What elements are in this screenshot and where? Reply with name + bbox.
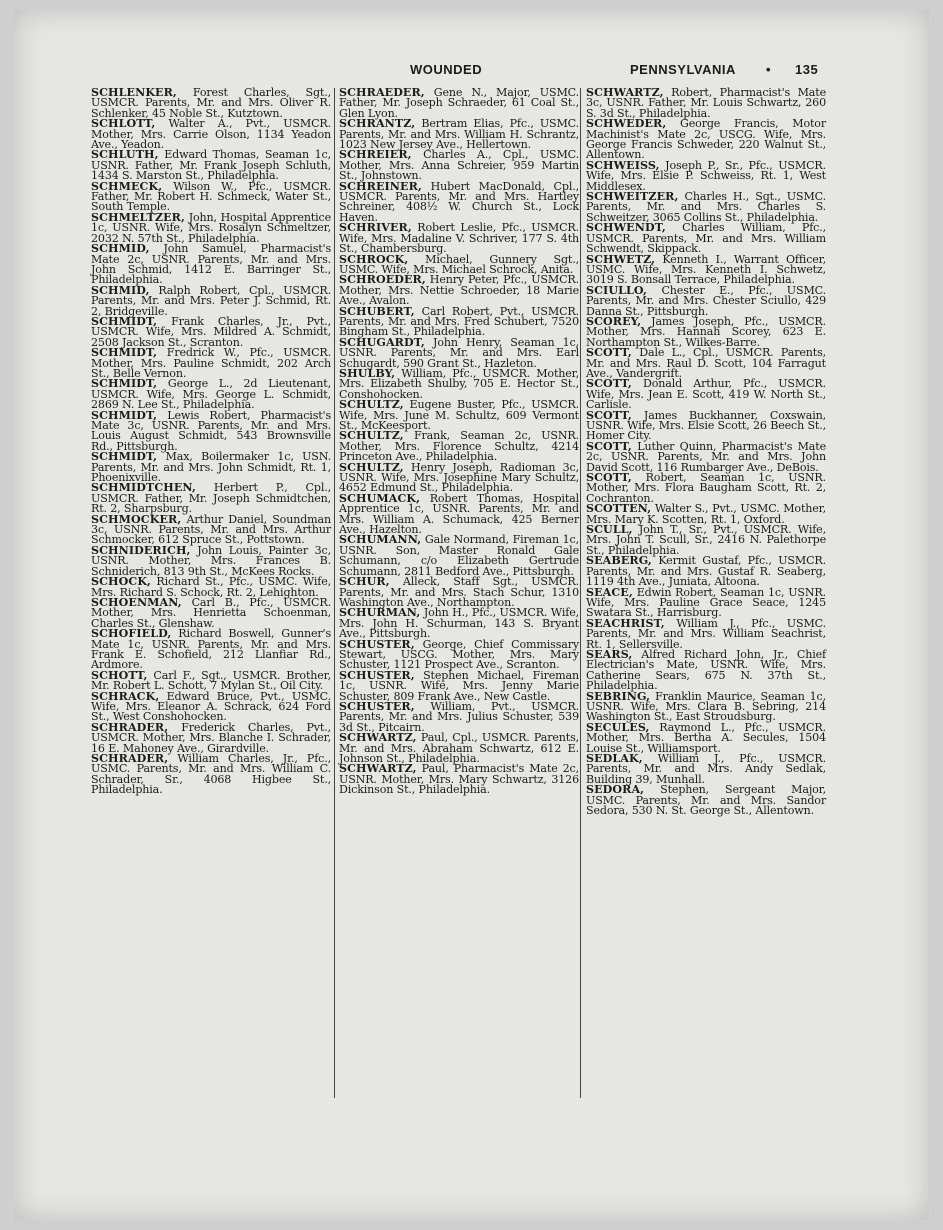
casualty-entry — [91, 348, 331, 379]
entry-details: Fredrick W., Pfc., USMCR. Mother, Mrs. Pauline Schmidt, 202 Arch St., Belle Vernon. — [91, 346, 331, 380]
entry-surname: SCHRANTZ, — [339, 117, 416, 131]
casualty-entry — [586, 647, 826, 693]
entry-details: George L., 2d Lieutenant, USMCR. Wife, Mrs. George L. Schmidt, 2869 N. Lee St., Philadelphia. — [91, 377, 331, 412]
entry-surname: SCHWEDER, — [586, 117, 667, 131]
entry-details: Herbert P., Cpl., USMCR. Father, Mr. Joseph Schmidtchen, Rt. 2, Sharpsburg. — [91, 481, 331, 516]
casualty-entry — [339, 119, 579, 150]
casualty-entry — [339, 252, 579, 276]
casualty-entry — [586, 616, 826, 651]
entry-details: Paul, Cpl., USMCR. Parents, Mr. and Mrs. Abraham Schwartz, 612 E. Johnson St., Philadelphia. — [339, 731, 579, 765]
entry-details: Frank Charles, Jr., Pvt., USMCR. Wife, Mrs. Mildred A. Schmidt, 2508 Jackson St., Scranton. — [91, 314, 331, 349]
casualty-entry — [586, 379, 826, 410]
entry-surname: SHULBY, — [339, 366, 396, 380]
casualty-entry — [586, 720, 826, 755]
entry-details: Richard Boswell, Gunner's Mate 1c, USNR. Parents, Mr. and Mrs. Frank E. Schofield, 212 Llanfiar Rd., Ardmore. — [91, 627, 331, 672]
entry-details: Stephen, Sergeant Major, USMC. Parents, Mr. and Mrs. Sandor Sedora, 530 N. St. George St., Allentown. — [586, 783, 826, 818]
entry-details: Kermit Gustaf, Pfc., USMCR. Parents, Mr. and Mrs. Gustaf R. Seaberg, 1119 4th Ave., Juniata, Altoona. — [586, 554, 826, 589]
entry-details: Stephen Michael, Fireman 1c, USNR. Wife, Mrs. Jenny Marie Schuster, 809 Frank Ave., New Castle. — [339, 668, 579, 703]
casualty-entry — [91, 754, 331, 796]
column-divider — [580, 88, 581, 1098]
entry-details: William J., Pfc., USMCR. Parents, Mr. and Mrs. Andy Sedlak, Building 39, Munhall. — [586, 752, 826, 786]
entry-details: Frederick Charles, Pvt., USMCR. Mother, Mrs. Blanche I. Schrader, 16 E. Mahoney Ave., Girardville. — [91, 720, 331, 755]
entry-details: John Henry, Seaman 1c, USNR. Parents, Mr. and Mrs. Earl Schugardt, 590 Grant St., Hazleton. — [339, 335, 579, 370]
entry-details: Franklin Maurice, Seaman 1c, USNR. Wife, Mrs. Clara B. Sebring, 214 Washington St., East Stroudsburg. — [586, 689, 826, 724]
casualty-entry — [586, 192, 826, 223]
casualty-entry — [586, 585, 826, 620]
entry-details: Dale L., Cpl., USMCR. Parents, Mr. and Mrs. Raul D. Scott, 104 Farragut Ave., Vandergrift. — [586, 346, 826, 380]
casualty-entry — [339, 335, 579, 370]
entry-details: Michael, Gunnery Sgt., USMC. Wife, Mrs. Michael Schrock, Anita. — [339, 252, 579, 276]
entry-surname: SCIULLO, — [586, 283, 647, 297]
entry-surname: SEARS, — [586, 647, 633, 661]
entry-details: Hubert MacDonald, Cpl., USMCR. Parents, Mr. and Mrs. Hartley Schreiner, 408½ W. Church St., Lock Haven. — [339, 179, 579, 224]
entry-surname: SCHROEDER, — [339, 273, 426, 287]
entry-details: Arthur Daniel, Soundman 3c, USNR. Parents, Mr. and Mrs. Arthur Schmocker, 612 Spruce St., Pottstown. — [91, 512, 331, 547]
casualty-entry — [91, 379, 331, 410]
casualty-entry — [586, 283, 826, 318]
casualty-entry — [339, 223, 579, 254]
entry-surname: SCHLUTH, — [91, 148, 159, 162]
column-2 — [339, 88, 579, 796]
entry-surname: SCHRIVER, — [339, 221, 412, 235]
entry-surname: SCOTT, — [586, 346, 632, 360]
casualty-entry — [339, 637, 579, 672]
entry-surname: SCHWARTZ, — [339, 731, 417, 745]
casualty-entry — [339, 764, 579, 795]
casualty-entry — [586, 785, 826, 816]
entry-details: Edwin Robert, Seaman 1c, USNR. Wife, Mrs. Pauline Grace Seace, 1245 Swatara St., Harrisburg. — [586, 585, 826, 620]
entry-surname: SCHMID, — [91, 283, 150, 297]
entry-details: Chester E., Pfc., USMC. Parents, Mr. and Mrs. Chester Sciullo, 429 Danna St., Pittsburgh. — [586, 283, 826, 318]
entry-details: Robert Leslie, Pfc., USMCR. Wife, Mrs. Madaline V. Schriver, 177 S. 4th St., Chambersburg. — [339, 221, 579, 256]
entry-surname: SCOTT, — [586, 377, 632, 391]
section-title: WOUNDED — [410, 62, 483, 77]
entry-surname: SEDLAK, — [586, 752, 643, 765]
casualty-entry — [586, 348, 826, 379]
entry-details: Robert, Pharmacist's Mate 3c, USNR. Father, Mr. Louis Schwartz, 260 S. 3d St., Philadelphia. — [586, 86, 826, 120]
entry-surname: SCHOFIELD, — [91, 627, 172, 641]
entry-surname: SCHURMAN, — [339, 606, 421, 620]
entry-details: William, Pfc., USMCR. Mother, Mrs. Elizabeth Shulby, 705 E. Hector St., Conshohocken. — [339, 366, 579, 401]
casualty-entry — [91, 629, 331, 671]
entry-surname: SCHREIER, — [339, 148, 412, 162]
entry-surname: SCOTT, — [586, 471, 632, 485]
entry-surname: SCHNIDERICH, — [91, 543, 191, 557]
entry-surname: SCHRADER, — [91, 752, 169, 765]
entry-details: Edward Thomas, Seaman 1c, USNR. Father, Mr. Frank Joseph Schluth, 1434 S. Marston St., Philadelphia. — [91, 148, 331, 183]
entry-details: Walter A., Pvt., USMCR. Mother, Mrs. Carrie Olson, 1134 Yeadon Ave., Yeadon. — [91, 117, 331, 152]
casualty-entry — [91, 119, 331, 150]
entry-surname: SCHMIDT, — [91, 346, 158, 360]
entry-details: Kenneth I., Warrant Officer, USMC. Wife, Mrs. Kenneth I. Schwetz, 3019 S. Bonsall Terrace, Philadelphia. — [586, 252, 826, 287]
casualty-entry — [586, 119, 826, 161]
entry-surname: SCHMECK, — [91, 179, 163, 193]
entry-surname: SCOTT, — [586, 408, 632, 422]
entry-details: John Samuel, Pharmacist's Mate 2c, USNR. Parents, Mr. and Mrs. John Schmid, 1412 E. Barringer St., Philadelphia. — [91, 242, 331, 287]
entry-details: Wilson W., Pfc., USMCR. Father, Mr. Robert H. Schmeck, Water St., South Temple. — [91, 179, 331, 214]
entry-surname: SCHUBERT, — [339, 304, 415, 318]
entry-surname: SCHROCK, — [339, 252, 409, 266]
entry-surname: SCHMOCKER, — [91, 512, 182, 526]
entry-surname: SCHWETZ, — [586, 252, 656, 266]
casualty-entry — [586, 525, 826, 556]
entry-details: Ralph Robert, Cpl., USMCR. Parents, Mr. and Mrs. Peter J. Schmid, Rt. 2, Bridgeville. — [91, 283, 331, 318]
entry-surname: SCHLOTT, — [91, 117, 156, 131]
casualty-entry — [339, 431, 579, 462]
column-divider — [334, 88, 335, 1098]
entry-surname: SCHUSTER, — [339, 637, 415, 651]
casualty-entry — [586, 504, 826, 525]
entry-surname: SCHREINER, — [339, 179, 422, 193]
entry-details: Paul, Pharmacist's Mate 2c, USNR. Mother, Mrs. Mary Schwartz, 3126 Dickinson St., Philadelphia. — [339, 762, 579, 797]
entry-surname: SCHMIDTCHEN, — [91, 481, 196, 495]
casualty-entry — [339, 577, 579, 608]
casualty-entry — [91, 210, 331, 245]
casualty-entry — [339, 400, 579, 431]
casualty-entry — [339, 608, 579, 639]
entry-details: Raymond L., Pfc., USMCR. Mother, Mrs. Bertha A. Secules, 1504 Louise St., Williamsport. — [586, 720, 826, 755]
entry-details: Gene N., Major, USMC. Father, Mr. Joseph Schraeder, 61 Coal St., Glen Lyon. — [339, 86, 579, 120]
entry-details: William, Pvt., USMCR. Parents, Mr. and Mrs. Julius Schuster, 539 3d St., Pitcairn. — [339, 699, 579, 734]
entry-surname: SCHWARTZ, — [586, 86, 664, 99]
casualty-entry — [339, 304, 579, 339]
entry-surname: SCHUGARDT, — [339, 335, 425, 349]
entry-details: George Francis, Motor Machinist's Mate 2c, USCG. Wife, Mrs. George Francis Schweder, 220 Walnut St., Allentown. — [586, 117, 826, 162]
entry-surname: SEBRING, — [586, 689, 651, 703]
casualty-entry — [586, 252, 826, 287]
casualty-entry — [91, 668, 331, 693]
entry-surname: SCHMIDT, — [91, 377, 158, 391]
entry-details: Charles H., Sgt., USMC. Parents, Mr. and Mrs. Charles S. Schweitzer, 3065 Collins St., Philadelphia. — [586, 190, 826, 224]
entry-details: John, Hospital Apprentice 1c, USNR. Wife, Mrs. Rosalyn Schmeltzer, 2032 N. 57th St., Philadelphia. — [91, 210, 331, 245]
casualty-entry — [91, 88, 331, 119]
entry-surname: SCHRAEDER, — [339, 86, 425, 99]
casualty-entry — [339, 366, 579, 401]
casualty-entry — [586, 314, 826, 349]
casualty-entry — [339, 668, 579, 703]
casualty-entry — [91, 408, 331, 453]
entry-details: Eugene Buster, Pfc., USMCR. Wife, Mrs. June M. Schultz, 609 Vermont St., McKeesport. — [339, 398, 579, 432]
entry-surname: SCHMIDT, — [91, 450, 158, 464]
casualty-entry — [91, 577, 331, 598]
casualty-entry — [339, 179, 579, 224]
entry-surname: SCHWEITZER, — [586, 190, 679, 204]
entry-details: Edward Bruce, Pvt., USMC. Wife, Mrs. Eleanor A. Schrack, 624 Ford St., West Conshohocken. — [91, 689, 331, 724]
entry-surname: SEACE, — [586, 585, 633, 599]
entry-details: Henry Peter, Pfc., USMCR. Mother, Mrs. Nettie Schroeder, 18 Marie Ave., Avalon. — [339, 273, 579, 308]
casualty-entry — [91, 512, 331, 547]
entry-details: William J., Pfc., USMC. Parents, Mr. and Mrs. William Seachrist, Rt. 1, Sellersville. — [586, 616, 826, 651]
casualty-entry — [339, 275, 579, 306]
entry-details: Alfred Richard John, Jr., Chief Electrician's Mate, USNR. Wife, Mrs. Catherine Sears, 675 N. 37th St., Philadelphia. — [586, 647, 826, 693]
entry-surname: SCHOTT, — [91, 668, 148, 682]
entry-details: James Buckhanner, Coxswain, USNR. Wife, Mrs. Elsie Scott, 26 Beech St., Homer City. — [586, 408, 826, 443]
casualty-entry — [91, 720, 331, 755]
casualty-entry — [339, 150, 579, 181]
entry-details: Luther Quinn, Pharmacist's Mate 2c, USNR. Parents, Mr. and Mrs. John David Scott, 116 Rumbarger Ave., DeBois. — [586, 439, 826, 474]
entry-surname: SCHMIDT, — [91, 408, 158, 422]
entry-surname: SEABERG, — [586, 554, 652, 568]
entry-details: Frank, Seaman 2c, USNR. Mother, Mrs. Florence Schultz, 4214 Princeton Ave., Philadelphia. — [339, 429, 579, 464]
casualty-entry — [91, 179, 331, 214]
casualty-entry — [339, 699, 579, 734]
entry-details: Carl Robert, Pvt., USMCR. Parents, Mr. and Mrs. Fred Schubert, 7520 Bingham St., Philadelphia. — [339, 304, 579, 339]
entry-surname: SCHWEISS, — [586, 158, 660, 172]
entry-surname: SCHUMACK, — [339, 491, 421, 505]
entry-details: Forest Charles, Sgt., USMCR. Parents, Mr. and Mrs. Oliver R. Schlenker, 45 Noble St., Kutztown. — [91, 86, 331, 120]
entry-details: George, Chief Commissary Stewart, USCG. Mother, Mrs. Mary Schuster, 1121 Prospect Ave., Scranton. — [339, 637, 579, 672]
entry-details: Gale Normand, Fireman 1c, USNR. Son, Master Ronald Gale Schumann, c/o Elizabeth Gertrude Schumann, 2811 Bedford Ave., Pittsburgh. — [339, 533, 579, 578]
entry-details: Walter S., Pvt., USMC. Mother, Mrs. Mary K. Scotten, Rt. 1, Oxford. — [586, 502, 826, 526]
entry-surname: SCHMIDT, — [91, 314, 158, 328]
entry-surname: SCOTT, — [586, 439, 632, 453]
entry-surname: SECULES, — [586, 720, 650, 734]
page-header — [0, 62, 943, 80]
entry-surname: SCHUSTER, — [339, 699, 415, 713]
casualty-entry — [586, 556, 826, 587]
entry-surname: SCOREY, — [586, 314, 642, 328]
entry-surname: SCHMELTZER, — [91, 210, 185, 224]
entry-details: Robert Thomas, Hospital Apprentice 1c, USNR. Parents, Mr. and Mrs. William A. Schumack, 425 Berner Ave., Hazelton. — [339, 491, 579, 537]
page-number: 135 — [795, 62, 819, 77]
casualty-entry — [586, 439, 826, 474]
column-3 — [586, 88, 826, 816]
casualty-entry — [91, 452, 331, 483]
casualty-entry — [91, 689, 331, 724]
casualty-entry — [586, 689, 826, 724]
casualty-entry — [91, 595, 331, 630]
entry-surname: SCULL, — [586, 523, 633, 537]
casualty-entry — [91, 314, 331, 349]
entry-surname: SCHRACK, — [91, 689, 160, 703]
casualty-entry — [586, 158, 826, 193]
entry-details: John H., Pfc., USMCR. Wife, Mrs. John H. Schurman, 143 S. Bryant Ave., Pittsburgh. — [339, 606, 579, 641]
entry-surname: SCHRADER, — [91, 720, 169, 734]
entry-surname: SEDORA, — [586, 783, 645, 797]
casualty-entry — [91, 244, 331, 286]
header-bullet: • — [766, 62, 772, 77]
entry-details: John Louis, Painter 3c, USNR. Mother, Mrs. Frances B. Schniderich, 813 9th St., McKees Rocks. — [91, 543, 331, 578]
entry-details: Carl B., Pfc., USMCR. Mother, Mrs. Henrietta Schoenman, Charles St., Glenshaw. — [91, 595, 331, 630]
entry-details: Charles A., Cpl., USMC. Mother, Mrs. Anna Schreier, 959 Martin St., Johnstown. — [339, 148, 579, 183]
entry-details: Henry Joseph, Radioman 3c, USNR. Wife, Mrs. Josephine Mary Schultz, 4652 Edmund St., Philadelphia. — [339, 460, 579, 495]
entry-details: Robert, Seaman 1c, USNR. Mother, Mrs. Flora Baugham Scott, Rt. 2, Cochranton. — [586, 471, 826, 505]
entry-details: James Joseph, Pfc., USMCR. Mother, Mrs. Hannah Scorey, 623 E. Northampton St., Wilkes-Barre. — [586, 314, 826, 349]
casualty-entry — [339, 535, 579, 577]
casualty-entry — [91, 483, 331, 514]
entry-surname: SCHULTZ, — [339, 460, 404, 474]
entry-surname: SCHULTZ, — [339, 429, 404, 443]
casualty-entry — [586, 473, 826, 504]
entry-surname: SCHUSTER, — [339, 668, 415, 682]
casualty-entry — [91, 543, 331, 578]
casualty-entry — [339, 88, 579, 119]
casualty-entry — [339, 460, 579, 495]
state-title: PENNSYLVANIA — [630, 62, 736, 77]
casualty-entry — [586, 88, 826, 119]
casualty-entry — [586, 223, 826, 254]
entry-surname: SCHUR, — [339, 575, 390, 589]
casualty-entry — [91, 283, 331, 318]
casualty-entry — [339, 733, 579, 764]
entry-surname: SCHOENMAN, — [91, 595, 182, 609]
entry-surname: SCHMID, — [91, 242, 150, 256]
entry-details: Carl F., Sgt., USMCR. Brother, Mr. Robert L. Schott, 7 Mylan St., Oil City. — [91, 668, 331, 693]
entry-surname: SCOTTEN, — [586, 502, 652, 516]
casualty-entry — [91, 150, 331, 181]
entry-details: Bertram Elias, Pfc., USMC. Parents, Mr. and Mrs. William H. Schrantz, 1023 New Jersey Ave., Hellertown. — [339, 117, 579, 152]
casualty-entry — [586, 754, 826, 785]
column-1 — [91, 88, 331, 796]
entry-surname: SCHULTZ, — [339, 398, 404, 412]
entry-details: Max, Boilermaker 1c, USN. Parents, Mr. and Mrs. John Schmidt, Rt. 1, Phoenixville. — [91, 450, 331, 485]
entry-surname: SCHLENKER, — [91, 86, 177, 99]
casualty-entry — [339, 491, 579, 537]
entry-surname: SEACHRIST, — [586, 616, 665, 630]
entry-surname: SCHUMANN, — [339, 533, 422, 547]
entry-details: William Charles, Jr., Pfc., USMC. Parents, Mr. and Mrs. William C. Schrader, Sr., 4068 Higbee St., Philadelphia. — [91, 752, 331, 797]
entry-details: Alleck, Staff Sgt., USMCR. Parents, Mr. and Mrs. Stach Schur, 1310 Washington Ave., Northampton. — [339, 575, 579, 609]
entry-details: Joseph P., Sr., Pfc., USMCR. Wife, Mrs. Elsie P. Schweiss, Rt. 1, West Middlesex. — [586, 158, 826, 193]
entry-details: John T., Sr., Pvt., USMCR. Wife, Mrs. John T. Scull, Sr., 2416 N. Palethorpe St., Philadelphia. — [586, 523, 826, 557]
casualty-entry — [586, 408, 826, 443]
entry-details: Charles William, Pfc., USMCR. Parents, Mr. and Mrs. William Schwendt, Skippack. — [586, 221, 826, 256]
entry-details: Richard St., Pfc., USMC. Wife, Mrs. Richard S. Schock, Rt. 2, Lehighton. — [91, 575, 331, 599]
entry-details: Donald Arthur, Pfc., USMCR. Wife, Mrs. Jean E. Scott, 419 W. North St., Carlisle. — [586, 377, 826, 412]
entry-surname: SCHWENDT, — [586, 221, 666, 235]
entry-surname: SCHOCK, — [91, 575, 152, 589]
entry-details: Lewis Robert, Pharmacist's Mate 3c, USNR. Parents, Mr. and Mrs. Louis August Schmidt, 543 Brownsville Rd., Pittsburgh. — [91, 408, 331, 453]
entry-surname: SCHWARTZ, — [339, 762, 417, 776]
